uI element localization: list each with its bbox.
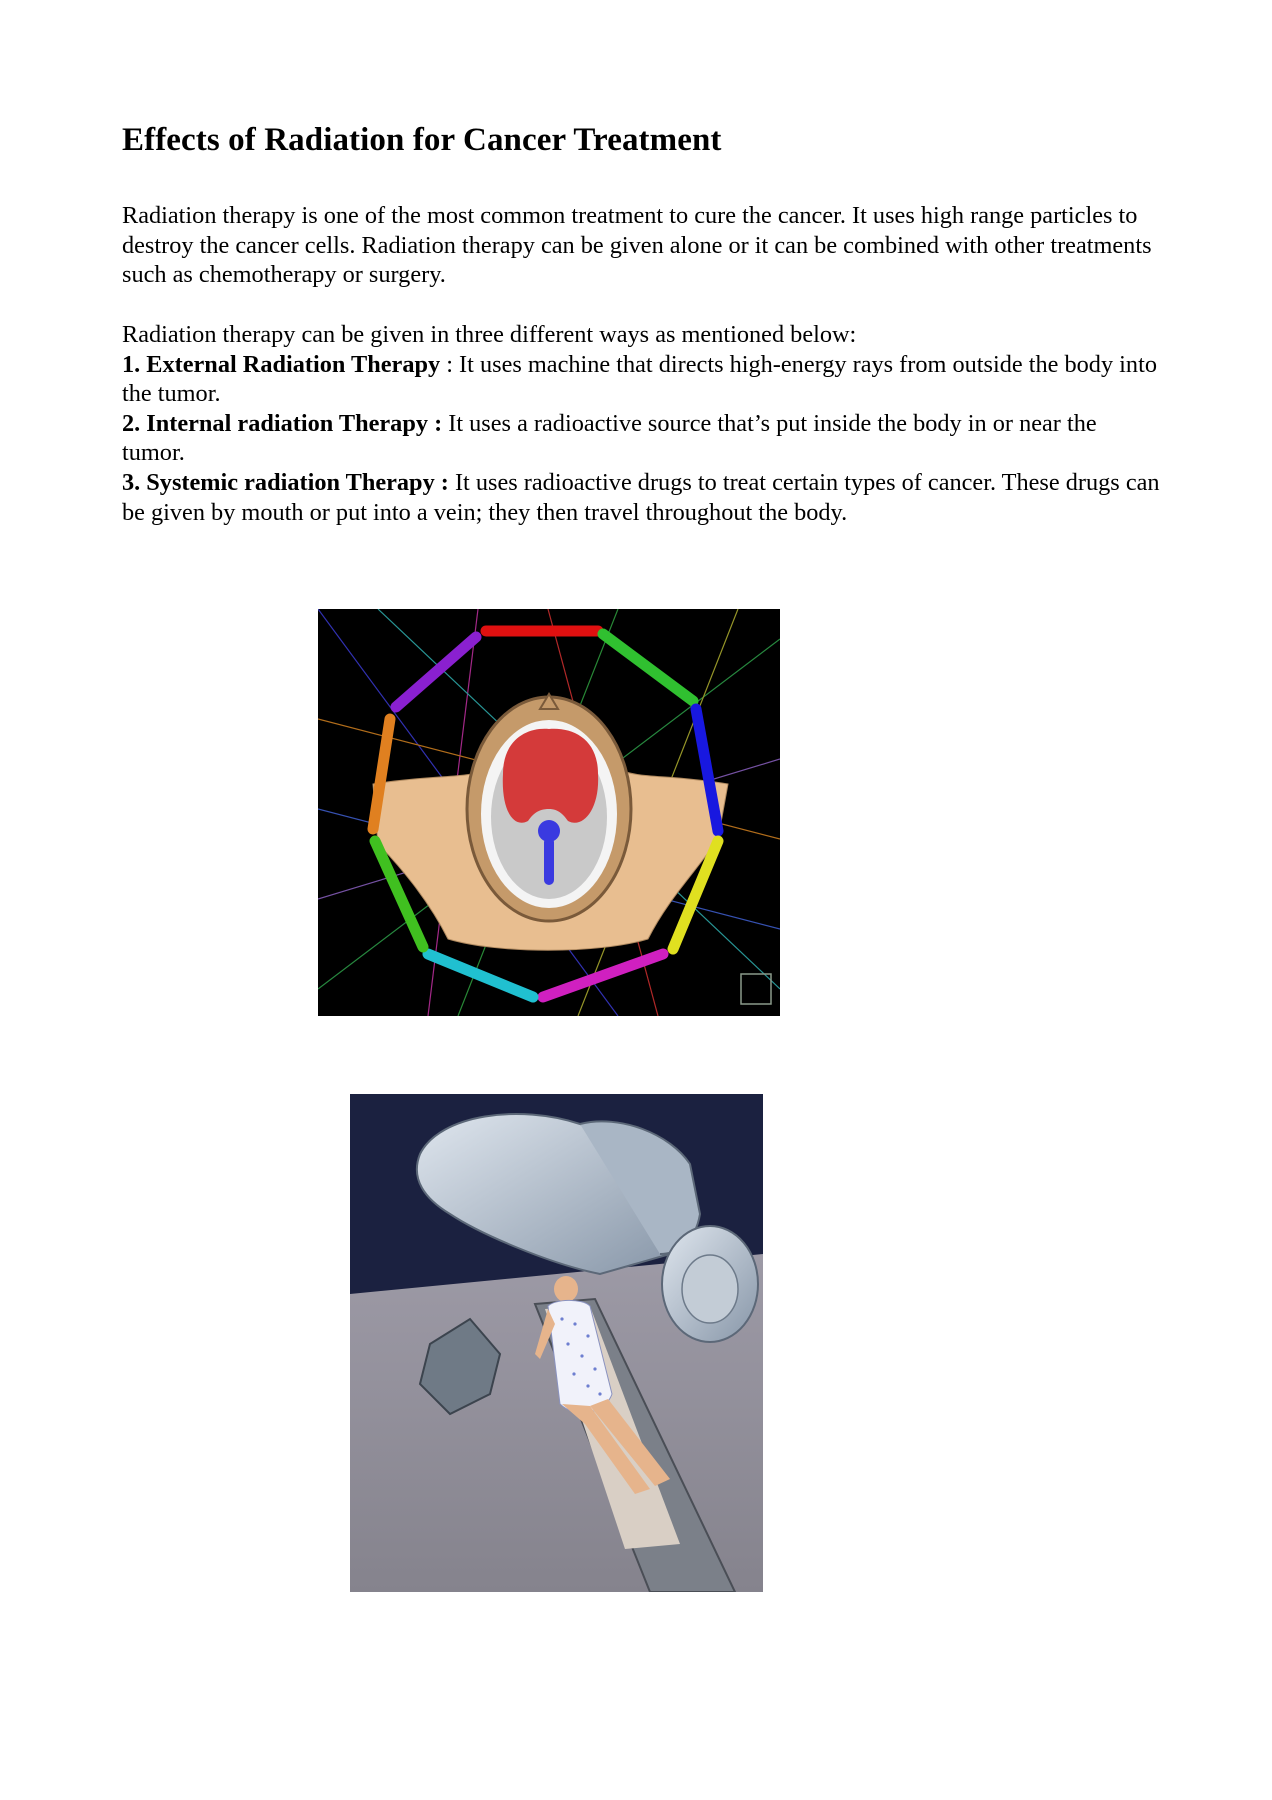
radiation-beam-plan-image [318, 609, 780, 1016]
page-title: Effects of Radiation for Cancer Treatment [122, 122, 722, 158]
ways-paragraph [122, 320, 1162, 527]
way-2-text: It uses a radioactive source that’s put inside the body in or near the tumor. [122, 409, 1097, 467]
intro-paragraph: Radiation therapy is one of the most common treatment to cure the cancer. It uses high range particles to destroy the cancer cells. Radiation therapy can be given alone or it can be combined with other treatments such as chemotherapy or surgery. [122, 202, 1152, 289]
way-1-label: 1. External Radiation Therapy [122, 350, 441, 378]
way-3-label: 3. Systemic radiation Therapy : [122, 468, 449, 496]
way-1-separator: : [440, 350, 460, 378]
way-1-text: It uses machine that directs high-energy rays from outside the body into the tumor. [122, 350, 1157, 408]
ways-intro: Radiation therapy can be given in three different ways as mentioned below: [122, 321, 857, 348]
way-2-label: 2. Internal radiation Therapy : [122, 409, 443, 437]
linear-accelerator-patient-image [350, 1094, 763, 1592]
way-3-text: It uses radioactive drugs to treat certain types of cancer. These drugs can be given by mouth or put into a vein; they then travel throughout the body. [122, 468, 1160, 526]
